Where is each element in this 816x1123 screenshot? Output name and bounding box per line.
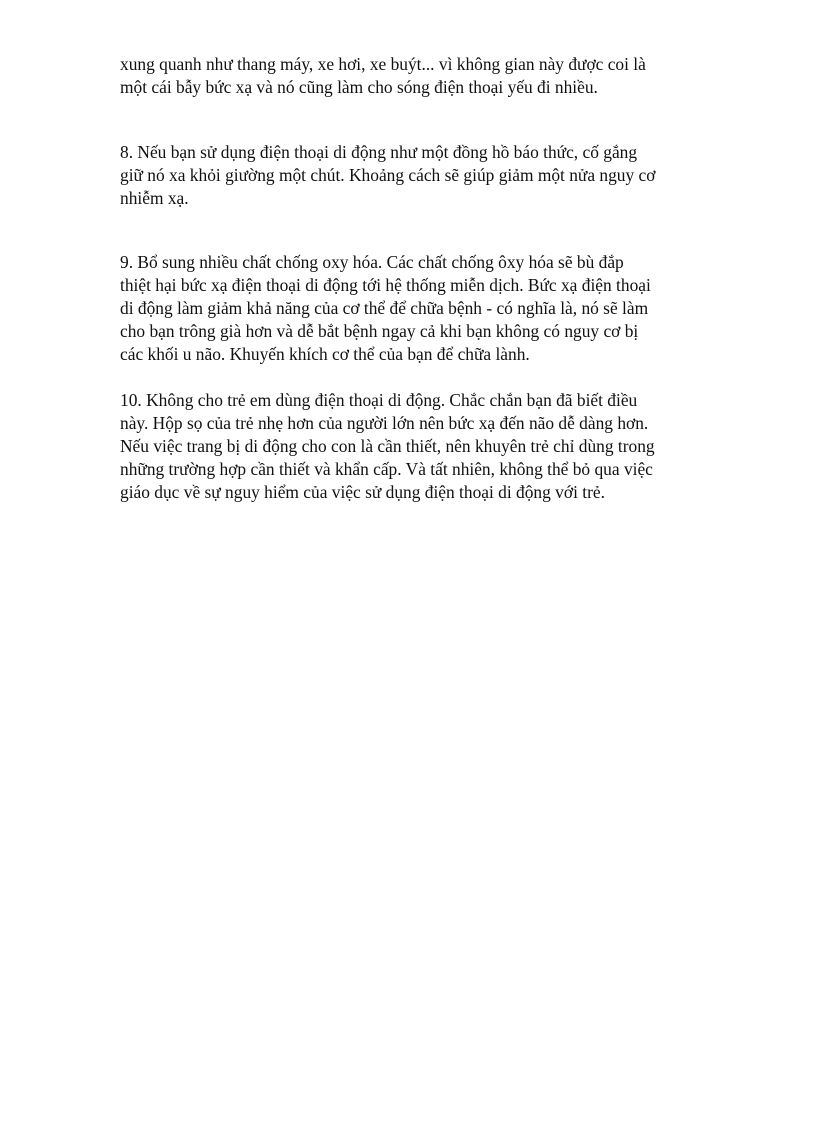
paragraph-tip-10 [120, 389, 710, 504]
paragraph-line: một cái bẫy bức xạ và nó cũng làm cho sóng điện thoại yếu đi nhiều. [120, 77, 598, 97]
paragraph-line: các khối u não. Khuyến khích cơ thể của bạn để chữa lành. [120, 344, 530, 364]
paragraph-line: cho bạn trông già hơn và dễ bắt bệnh ngay cả khi bạn không có nguy cơ bị [120, 321, 639, 341]
paragraph-tip-8 [120, 141, 710, 210]
paragraph-line: 9. Bổ sung nhiều chất chống oxy hóa. Các chất chống ôxy hóa sẽ bù đắp [120, 252, 624, 272]
paragraph-line: 10. Không cho trẻ em dùng điện thoại di động. Chắc chắn bạn đã biết điều [120, 390, 638, 410]
paragraph-line: Nếu việc trang bị di động cho con là cần thiết, nên khuyên trẻ chỉ dùng trong [120, 436, 655, 456]
paragraph-tip-9 [120, 251, 710, 366]
paragraph-line: xung quanh như thang máy, xe hơi, xe buýt... vì không gian này được coi là [120, 54, 646, 74]
paragraph-line: di động làm giảm khả năng của cơ thể để chữa bệnh - có nghĩa là, nó sẽ làm [120, 298, 649, 318]
paragraph-line: giáo dục về sự nguy hiểm của việc sử dụng điện thoại di động với trẻ. [120, 482, 605, 502]
paragraph-line: nhiễm xạ. [120, 188, 189, 208]
paragraph-line: 8. Nếu bạn sử dụng điện thoại di động như một đồng hồ báo thức, cố gắng [120, 142, 638, 162]
paragraph-line: thiệt hại bức xạ điện thoại di động tới hệ thống miễn dịch. Bức xạ điện thoại [120, 275, 651, 295]
paragraph-line: giữ nó xa khỏi giường một chút. Khoảng cách sẽ giúp giảm một nửa nguy cơ [120, 165, 656, 185]
paragraph-line: này. Hộp sọ của trẻ nhẹ hơn của người lớn nên bức xạ đến não dễ dàng hơn. [120, 413, 649, 433]
paragraph-continuation [120, 53, 710, 99]
paragraph-line: những trường hợp cần thiết và khẩn cấp. Và tất nhiên, không thể bỏ qua việc [120, 459, 653, 479]
